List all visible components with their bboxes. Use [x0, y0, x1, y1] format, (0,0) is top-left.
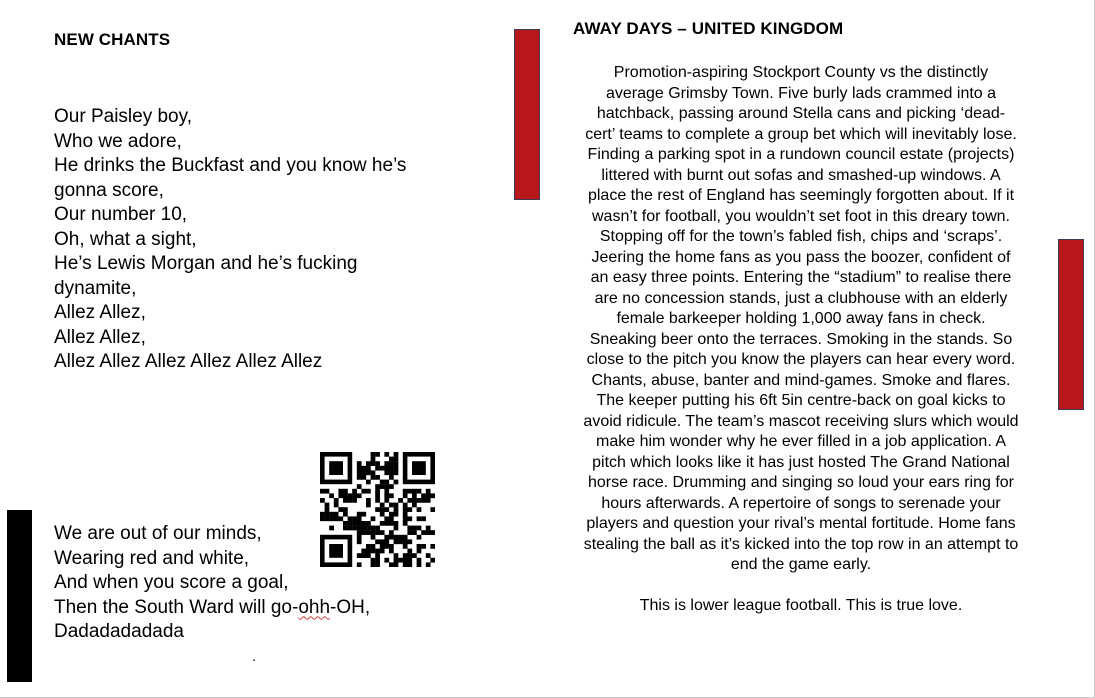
away-days-article [583, 63, 1019, 617]
chant-line: Dadadadadada [54, 621, 184, 642]
chant-text: Then the South Ward will go- [54, 596, 299, 618]
chant-line: We are out of our minds, [54, 523, 262, 544]
chant-line [54, 596, 370, 621]
article-closing-line: This is lower league football. This is true love. [639, 597, 963, 614]
chant-line: And when you score a goal, [54, 572, 289, 593]
chant-line: Wearing red and white, [54, 547, 250, 569]
chant-line: Allez Allez, [54, 302, 146, 323]
chant-line: dynamite, [54, 277, 137, 299]
chant-line: Allez Allez Allez Allez Allez Allez [54, 351, 323, 372]
article-body: Promotion-aspiring Stockport County vs the distinctly average Grimsby Town. Five burly lads crammed into a hatchback, passing around Stella cans and picking ‘dead-cert’ teams to complete a group bet which will inevitably lose. Finding a parking spot in a rundown council estate (projects) littered with burnt out sofas and smashed-up windows. A place the rest of England has seemingly forgotten about. If it wasn’t for football, you wouldn’t set foot in this dreary town. Stopping off for the town’s fabled fish, chips and ‘scraps’. Jeering the home fans as you pass the boozer, confident of an easy three points. Entering the “stadium” to realise there are no concession stands, just a clubhouse with an elderly female barkeeper holding 1,000 away fans in check. Sneaking beer onto the terraces. Smoking in the stands. So close to the pitch you know the players can hear every word. Chants, abuse, banter and mind-games. Smoke and flares. The keeper putting his 6ft 5in centre-back on goal kicks to avoid ridicule. The team’s mascot receiving slurs which would make him wonder why he ever filled in a job application. A pitch which looks like it has just hosted The Grand National horse race. Drumming and singing so loud your ears ring for hours afterwards. A repertoire of songs to serenade your players and question your rival’s mental fortitude. Home fans stealing the ball as it’s kicked into the top row in an attempt to end the game early. [583, 64, 1019, 573]
chant-line: Oh, what a sight, [54, 228, 197, 250]
chant-paisley-boy [54, 105, 406, 375]
red-accent-bar-top [514, 29, 540, 200]
spellcheck-flagged-word: ohh [298, 596, 331, 618]
chant-text: -OH, [330, 596, 371, 618]
chant-line: Our number 10, [54, 204, 188, 225]
chant-line: Allez Allez, [54, 326, 146, 348]
chant-line: Who we adore, [54, 130, 182, 152]
chant-line: He’s Lewis Morgan and he’s fucking [54, 253, 358, 274]
chant-line: Our Paisley boy, [54, 106, 192, 127]
stray-period: . [252, 648, 256, 664]
chant-line: gonna score, [54, 179, 164, 201]
away-days-heading: AWAY DAYS – UNITED KINGDOM [573, 19, 844, 38]
chant-line: He drinks the Buckfast and you know he’s [54, 155, 407, 176]
red-accent-bar-right [1058, 239, 1084, 410]
new-chants-heading: NEW CHANTS [54, 30, 171, 49]
black-accent-bar [7, 510, 32, 682]
chant-out-of-our-minds [54, 522, 370, 645]
